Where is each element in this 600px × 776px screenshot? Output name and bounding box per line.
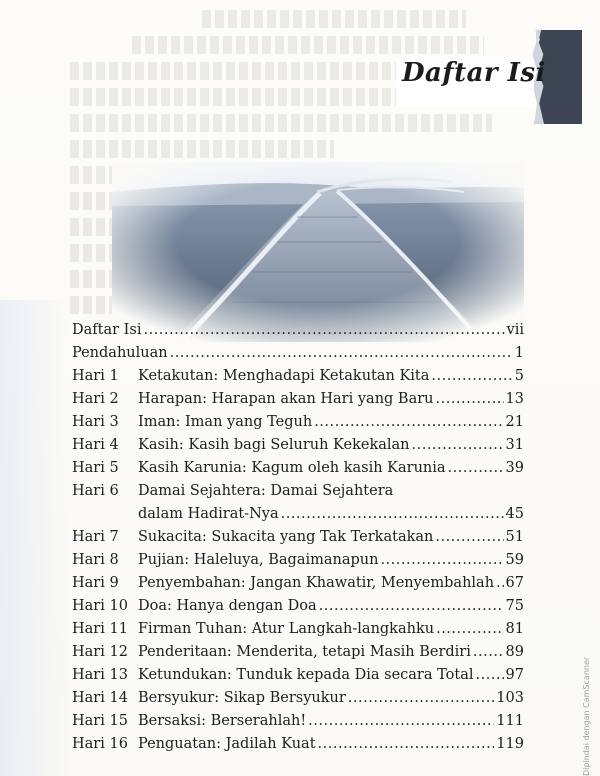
toc-entry[interactable] [72, 713, 524, 735]
entry-title-cont: dalam Hadirat-Nya [138, 506, 279, 522]
entry-title: Penderitaan: Menderita, tetapi Masih Berdiri [138, 644, 471, 660]
entry-title: Pujian: Haleluya, Bagaimanapun [138, 552, 379, 568]
entry-title: Damai Sejahtera: Damai Sejahtera [138, 483, 394, 499]
entry-page: 67 [505, 575, 524, 591]
entry-title: Doa: Hanya dengan Doa [138, 598, 317, 614]
entry-day: Hari 2 [72, 391, 119, 407]
entry-title: Daftar Isi [72, 322, 142, 338]
entry-day: Hari 15 [72, 713, 128, 729]
entry-title: Kasih Karunia: Kagum oleh kasih Karunia [138, 460, 446, 476]
leader-dots [412, 437, 504, 453]
entry-title: Penyembahan: Jangan Khawatir, Menyembahlah [138, 575, 495, 591]
entry-page: 51 [505, 529, 524, 545]
toc-entry[interactable] [72, 345, 524, 367]
entry-page: 39 [505, 460, 524, 476]
leader-dots [170, 345, 513, 361]
toc-entry[interactable] [72, 529, 524, 551]
toc-entry[interactable] [72, 552, 524, 574]
entry-title: Sukacita: Sukacita yang Tak Terkatakan [138, 529, 434, 545]
entry-page: 81 [505, 621, 524, 637]
entry-title: Penguatan: Jadilah Kuat [138, 736, 316, 752]
leader-dots [436, 391, 504, 407]
leader-dots [435, 529, 503, 545]
entry-day: Hari 1 [72, 368, 119, 384]
entry-page: 119 [496, 736, 524, 752]
entry-day: Hari 5 [72, 460, 119, 476]
entry-page: 1 [514, 345, 524, 361]
toc-entry[interactable] [72, 437, 524, 459]
entry-title: Firman Tuhan: Atur Langkah-langkahku [138, 621, 435, 637]
entry-day: Hari 6 [72, 483, 119, 499]
entry-title: Ketundukan: Tunduk kepada Dia secara Total [138, 667, 474, 683]
entry-page: 5 [514, 368, 524, 384]
toc-entry[interactable] [72, 575, 524, 597]
entry-page: vii [506, 322, 524, 338]
entry-day: Hari 11 [72, 621, 128, 637]
leader-dots [496, 575, 504, 591]
leader-dots [143, 322, 504, 338]
entry-page: 45 [505, 506, 524, 522]
toc-entry[interactable] [72, 391, 524, 413]
leader-dots [380, 552, 503, 568]
entry-day: Hari 13 [72, 667, 128, 683]
entry-title: Pendahuluan [72, 345, 168, 361]
entry-day: Hari 10 [72, 598, 128, 614]
entry-page: 111 [496, 713, 524, 729]
toc-entry[interactable] [72, 460, 524, 482]
entry-day: Hari 9 [72, 575, 119, 591]
entry-title: Bersaksi: Berserahlah! [138, 713, 307, 729]
entry-day: Hari 14 [72, 690, 128, 706]
page-title: Daftar Isi [402, 58, 546, 88]
entry-page: 13 [505, 391, 524, 407]
toc-entry[interactable] [72, 483, 524, 505]
leader-dots [348, 690, 495, 706]
entry-page: 103 [496, 690, 524, 706]
toc-entry[interactable] [72, 644, 524, 666]
leader-dots [281, 506, 504, 522]
toc-entry[interactable] [72, 322, 524, 344]
leader-dots [314, 414, 503, 430]
toc-entry[interactable] [72, 690, 524, 712]
entry-title: Harapan: Harapan akan Hari yang Baru [138, 391, 434, 407]
entry-title: Ketakutan: Menghadapi Ketakutan Kita [138, 368, 430, 384]
entry-day: Hari 4 [72, 437, 119, 453]
toc-entry[interactable] [72, 414, 524, 436]
entry-day: Hari 3 [72, 414, 119, 430]
scanner-watermark: Dipindai dengan CamScanner [582, 656, 591, 776]
leader-dots [318, 736, 495, 752]
leader-dots [319, 598, 504, 614]
toc-entry[interactable] [72, 667, 524, 689]
entry-page: 97 [505, 667, 524, 683]
leader-dots [431, 368, 512, 384]
leader-dots [448, 460, 504, 476]
entry-day: Hari 12 [72, 644, 128, 660]
entry-day: Hari 16 [72, 736, 128, 752]
leader-dots [475, 667, 503, 683]
entry-day: Hari 7 [72, 529, 119, 545]
entry-page: 21 [505, 414, 524, 430]
leader-dots [473, 644, 504, 660]
entry-page: 59 [505, 552, 524, 568]
entry-title: Iman: Iman yang Teguh [138, 414, 313, 430]
toc-entry[interactable] [72, 621, 524, 643]
leader-dots [436, 621, 503, 637]
entry-day: Hari 8 [72, 552, 119, 568]
entry-title: Kasih: Kasih bagi Seluruh Kekekalan [138, 437, 410, 453]
toc-entry[interactable] [72, 598, 524, 620]
leader-dots [308, 713, 494, 729]
entry-title: Bersyukur: Sikap Bersyukur [138, 690, 346, 706]
entry-page: 75 [505, 598, 524, 614]
toc-entry[interactable] [72, 736, 524, 758]
toc-entry[interactable] [72, 368, 524, 390]
toc-entry-continuation[interactable] [72, 506, 524, 528]
entry-page: 31 [505, 437, 524, 453]
entry-page: 89 [505, 644, 524, 660]
